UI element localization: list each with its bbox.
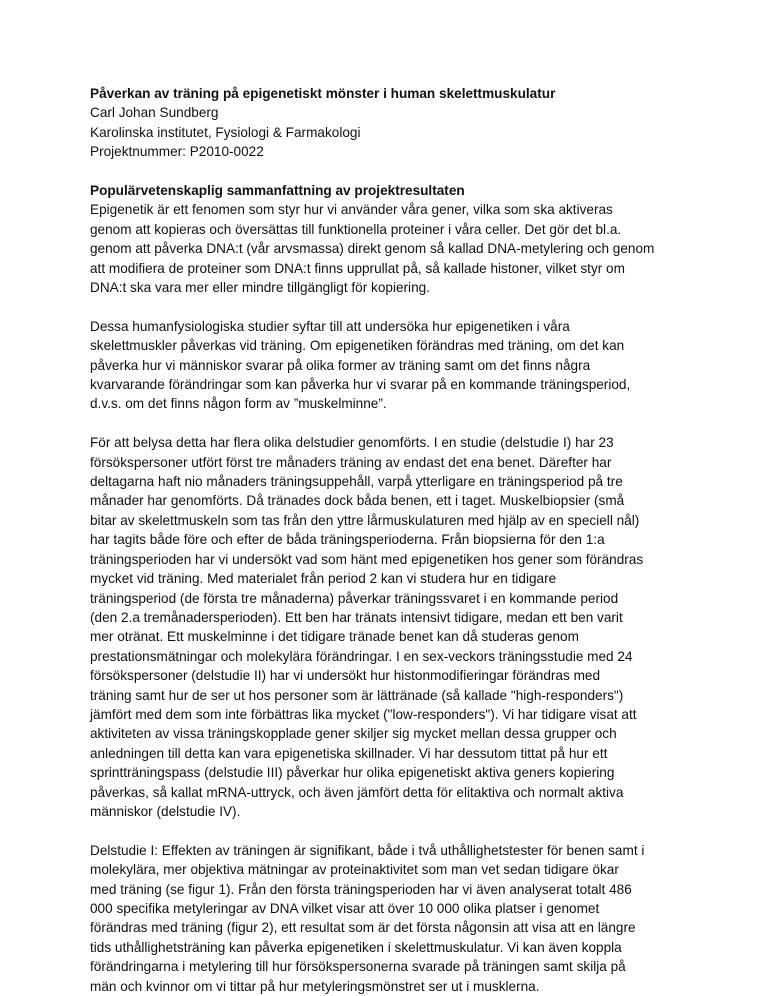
paragraph-line: förändras med träning (figur 2), ett resultat som är det första någonsin att visa att en längre bbox=[90, 920, 636, 936]
paragraph bbox=[90, 317, 690, 414]
paragraph-line: mer otränat. Ett muskelminne i det tidigare tränade benet kan då studeras genom bbox=[90, 629, 579, 645]
paragraph-line: påverkas, så kallat mRNA-uttryck, och även jämfört detta för elitaktiva och normalt aktiva bbox=[90, 784, 624, 800]
paragraph-line: förändringarna i metylering till hur försökspersonerna svarade på träningen samt skilja på bbox=[90, 959, 626, 975]
paragraph-line: bitar av skelettmuskeln som tas från den yttre lårmuskulaturen med hjälp av en speciell nål) bbox=[90, 512, 640, 528]
paragraph-line: mycket vid träning. Med materialet från period 2 kan vi studera hur en tidigare bbox=[90, 571, 557, 587]
paragraph-line: (den 2.a tremånadersperioden). Ett ben har tränats intensivt tidigare, medan ett ben varit bbox=[90, 609, 623, 625]
paragraph bbox=[90, 433, 690, 821]
paragraph-line: sprintträningspass (delstudie III) påverkar hur olika epigenetiskt aktiva geners kopiering bbox=[90, 765, 615, 781]
paragraph-line: jämfört med dem som inte förbättras lika mycket ("low-responders"). Vi har tidigare visat att bbox=[90, 706, 637, 722]
paragraph-line: Epigenetik är ett fenomen som styr hur vi använder våra gener, vilka som ska aktiveras bbox=[90, 202, 613, 218]
spacer bbox=[90, 162, 690, 181]
paragraph-line: träningsperiod (de första tre månaderna) påverkar träningssvaret i en kommande period bbox=[90, 590, 619, 606]
paragraph bbox=[90, 841, 690, 996]
summary-heading: Populärvetenskaplig sammanfattning av projektresultaten bbox=[90, 183, 465, 199]
paragraph-line: anledningen till detta kan vara epigenetiska skillnader. Vi har dessutom tittat på hur ett bbox=[90, 745, 608, 761]
paragraph-line: att modifiera de proteiner som DNA:t finns upprullat på, så kallade histoner, vilket styr om bbox=[90, 260, 625, 276]
paragraph bbox=[90, 200, 690, 297]
paragraph-line: För att belysa detta har flera olika delstudier genomförts. I en studie (delstudie I) har 23 bbox=[90, 435, 614, 451]
paragraph-line: genom att påverka DNA:t (vår arvsmassa) direkt genom så kallad DNA-metylering och genom bbox=[90, 241, 655, 257]
paragraph-line: prestationsmätningar och molekylära förändringar. I en sex-veckors träningsstudie med 24 bbox=[90, 648, 633, 664]
paragraph-line: genom att kopieras och översättas till funktionella proteiner i våra celler. Det gör det bl.a. bbox=[90, 221, 622, 237]
paragraph-line: påverka hur vi människor svarar på olika former av träning samt om det finns några bbox=[90, 357, 591, 373]
paragraph-gap bbox=[90, 414, 690, 433]
document-title: Påverkan av träning på epigenetiskt mönster i human skelettmuskulatur bbox=[90, 86, 556, 101]
paragraph-line: Delstudie I: Effekten av träningen är signifikant, både i två uthållighetstester för benen samt i bbox=[90, 842, 645, 858]
paragraph-line: träning samt hur de ser ut hos personer som är lättränade (så kallade "high-responders") bbox=[90, 687, 624, 703]
paragraph-line: träningsperioden har vi undersökt vad som hänt med epigenetiken hos gener som förändras bbox=[90, 551, 644, 567]
paragraph-line: molekylära, mer objektiva mätningar av proteinaktivitet som man vet sedan tidigare ökar bbox=[90, 862, 619, 878]
paragraph-line: har tagits både före och efter de båda träningsperioderna. Från biopsierna för den 1:a bbox=[90, 532, 605, 548]
paragraph-gap bbox=[90, 821, 690, 840]
paragraph-line: Dessa humanfysiologiska studier syftar till att undersöka hur epigenetiken i våra bbox=[90, 318, 570, 334]
paragraph-line: 000 specifika metyleringar av DNA vilket visar att över 10 000 olika platser i genomet bbox=[90, 901, 600, 916]
summary-section bbox=[90, 181, 690, 996]
paragraph-line: med träning (se figur 1). Från den första träningsperioden har vi även analyserat totalt 486 bbox=[90, 881, 632, 897]
project-number: Projektnummer: P2010-0022 bbox=[90, 144, 264, 160]
paragraph-line: d.v.s. om det finns någon form av ”muskelminne”. bbox=[90, 396, 387, 412]
paragraph-line: kvarvarande förändringar som kan påverka hur vi svarar på en kommande träningsperiod, bbox=[90, 377, 631, 393]
paragraph-line: försökspersoner utfört först tre månaders träning av endast det ena benet. Därefter har bbox=[90, 454, 612, 470]
paragraph-line: skelettmuskler påverkas vid träning. Om epigenetiken förändras med träning, om det kan bbox=[90, 338, 625, 354]
paragraph-line: aktiviteten av vissa träningskopplade gener skiljer sig mycket mellan dessa grupper och bbox=[90, 726, 617, 742]
document-page bbox=[90, 84, 690, 996]
summary-paragraphs bbox=[90, 200, 690, 996]
affiliation: Karolinska institutet, Fysiologi & Farmakologi bbox=[90, 124, 361, 140]
paragraph-line: deltagarna haft nio månaders träningsuppehåll, varpå ytterligare en träningsperiod på tre bbox=[90, 474, 623, 490]
paragraph-line: DNA:t ska vara mer eller mindre tillgängligt för kopiering. bbox=[90, 280, 430, 296]
author-name: Carl Johan Sundberg bbox=[90, 105, 219, 121]
paragraph-line: män och kvinnor om vi tittar på hur metyleringsmönstret ser ut i musklerna. bbox=[90, 978, 540, 994]
paragraph-line: månader har genomförts. Då tränades dock båda benen, ett i taget. Muskelbiopsier (små bbox=[90, 493, 625, 509]
paragraph-line: försökspersoner (delstudie II) har vi undersökt hur histonmodifieringar förändras med bbox=[90, 668, 601, 684]
paragraph-gap bbox=[90, 297, 690, 316]
paragraph-line: människor (delstudie IV). bbox=[90, 803, 241, 819]
document-header bbox=[90, 84, 690, 162]
paragraph-line: tids uthållighetsträning kan påverka epigenetiken i skelettmuskulatur. Vi kan även koppla bbox=[90, 939, 622, 955]
